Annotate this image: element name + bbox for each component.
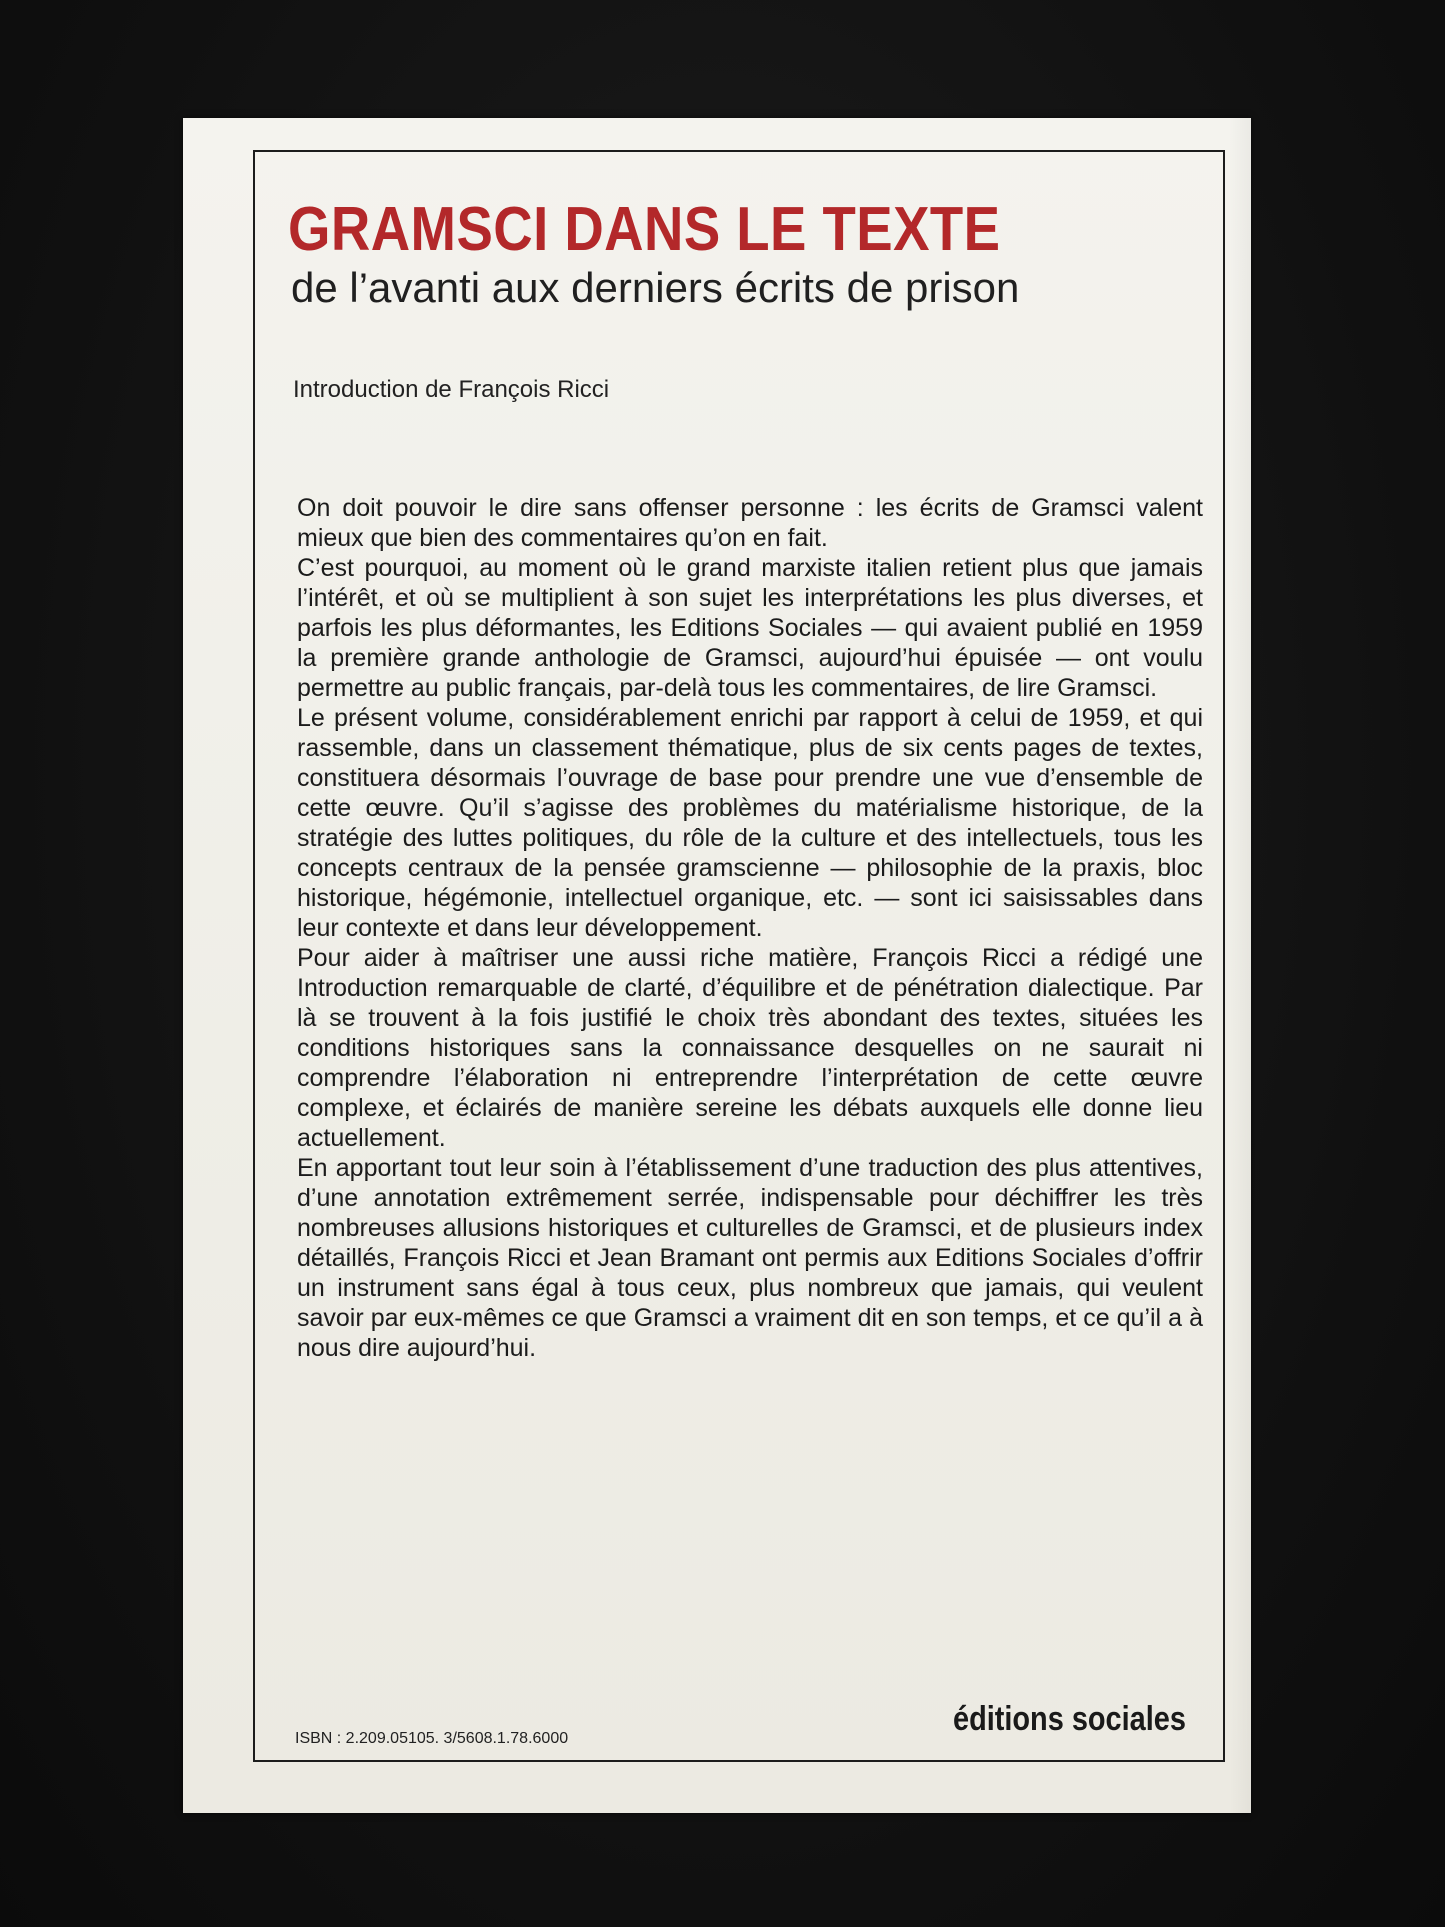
introduction-credit: Introduction de François Ricci [293, 376, 610, 403]
book-edge-shading [1229, 118, 1251, 1813]
blurb-paragraph: C’est pourquoi, au moment où le grand marxiste italien retient plus que jamais l’intérêt, et où se multiplient à son sujet les interprétations les plus diverses, et parfois les plus déformantes, les Editions Sociales — qui avaient publié en 1959 la première grande anthologie de Gramsci, aujourd’hui épuisée — ont voulu permettre au public français, par-delà tous les commentaires, de lire Gramsci. [297, 554, 1203, 702]
blurb-paragraph: En apportant tout leur soin à l’établissement d’une traduction des plus attentives, d’une annotation extrêmement serrée, indispensable pour déchiffrer les très nombreuses allusions historiques et culturelles de Gramsci, et de plusieurs index détaillés, François Ricci et Jean Bramant ont permis aux Editions Sociales d’offrir un instrument sans égal à tous ceux, plus nombreux que jamais, qui veulent savoir par eux-mêmes ce que Gramsci a vraiment dit en son temps, et ce qu’il a à nous dire aujourd’hui. [297, 1154, 1203, 1362]
isbn-number: ISBN : 2.209.05105. 3/5608.1.78.6000 [295, 1730, 569, 1747]
publisher-logo: éditions sociales [953, 1700, 1186, 1738]
book-subtitle: de l’avanti aux derniers écrits de prison [291, 264, 1020, 311]
book-back-cover [183, 118, 1251, 1813]
blurb-paragraph: Le présent volume, considérablement enrichi par rapport à celui de 1959, et qui rassemble, dans un classement thématique, plus de six cents pages de textes, constituera désormais l’ouvrage de base pour prendre une vue d’ensemble de cette œuvre. Qu’il s’agisse des problèmes du matérialisme historique, de la stratégie des luttes politiques, du rôle de la culture et des intellectuels, tous les concepts centraux de la pensée gramscienne — philosophie de la praxis, bloc historique, hégémonie, intellectuel organique, etc. — sont ici saisissables dans leur contexte et dans leur développement. [297, 704, 1203, 942]
blurb-paragraph: On doit pouvoir le dire sans offenser personne : les écrits de Gramsci valent mieux que bien des commentaires qu’on en fait. [297, 494, 1203, 552]
blurb-text [297, 493, 1203, 1363]
book-title: GRAMSCI DANS LE TEXTE [288, 195, 1001, 264]
blurb-paragraph: Pour aider à maîtriser une aussi riche matière, François Ricci a rédigé une Introduction remarquable de clarté, d’équilibre et de pénétration dialectique. Par là se trouvent à la fois justifié le choix très abondant des textes, situées les conditions historiques sans la connaissance desquelles on ne saurait ni comprendre l’élaboration ni entreprendre l’interprétation de cette œuvre complexe, et éclairés de manière sereine les débats auxquels elle donne lieu actuellement. [297, 944, 1203, 1152]
